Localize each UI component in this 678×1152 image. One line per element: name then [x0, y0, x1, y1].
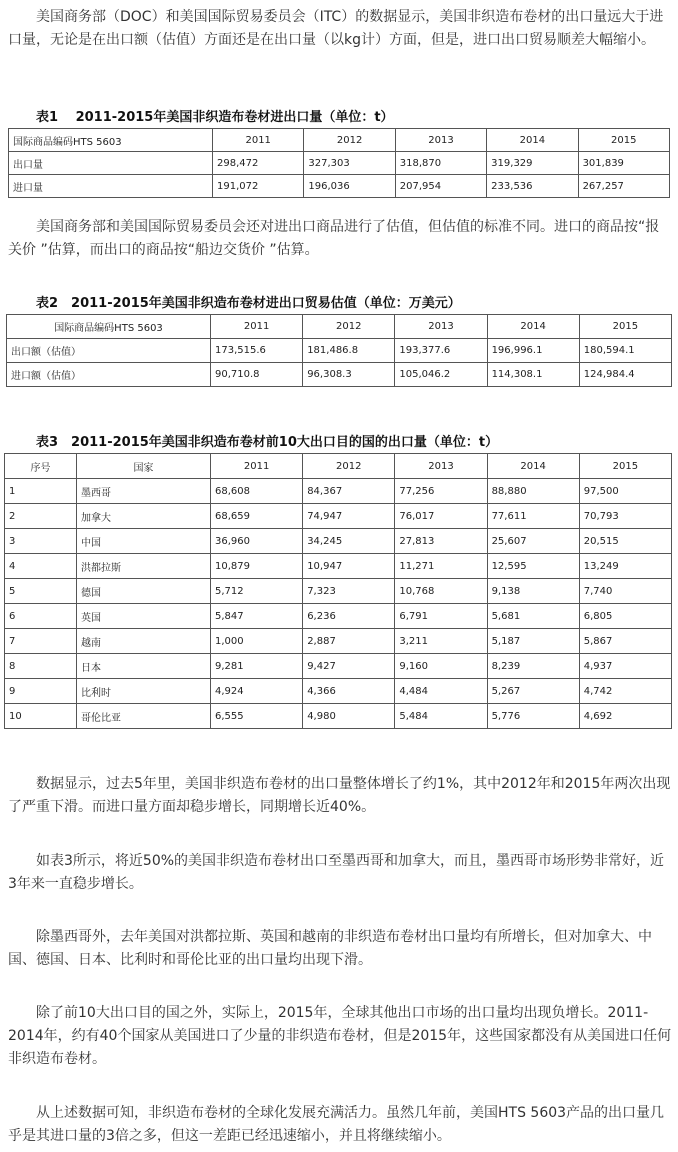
table-cell: 318,870 — [395, 152, 486, 175]
table-cell: 20,515 — [579, 529, 671, 554]
table-row — [5, 479, 672, 504]
paragraph-other-countries: 除墨西哥外，去年美国对洪都拉斯、英国和越南的非织造布卷材出口量均有所增长，但对加拿大、中国、德国、日本、比利时和哥伦比亚的出口量均出现下滑。 — [8, 929, 652, 968]
country-cell: 哥伦比亚 — [77, 704, 211, 729]
table-cell: 3,211 — [395, 629, 487, 654]
country-cell: 墨西哥 — [77, 479, 211, 504]
table-cell: 114,308.1 — [487, 363, 579, 387]
table-cell: 5,267 — [487, 679, 579, 704]
header-cell: 2014 — [487, 315, 579, 339]
table-cell: 10,947 — [303, 554, 395, 579]
header-cell: 2012 — [304, 129, 395, 152]
table-cell: 5,867 — [579, 629, 671, 654]
table-row — [5, 704, 672, 729]
table-header-row — [9, 129, 670, 152]
rank-cell: 8 — [5, 654, 77, 679]
country-cell: 加拿大 — [77, 504, 211, 529]
table-row — [7, 339, 672, 363]
table3 — [4, 453, 672, 729]
country-cell: 越南 — [77, 629, 211, 654]
paragraph-conclusion: 从上述数据可知，非织造布卷材的全球化发展充满活力。虽然几年前，美国HTS 5603产品的出口量几乎是其进口量的3倍之多，但这一差距已经迅速缩小，并且将继续缩小。 — [8, 1105, 665, 1144]
rank-cell: 2 — [5, 504, 77, 529]
header-cell: 2012 — [303, 315, 395, 339]
table-cell: 301,839 — [578, 152, 669, 175]
table-row — [5, 504, 672, 529]
paragraph-trend: 数据显示，过去5年里，美国非织造布卷材的出口量整体增长了约1%，其中2012年和2015年两次出现了严重下滑。而进口量方面却稳步增长，同期增长近40%。 — [8, 776, 671, 815]
table-cell: 77,256 — [395, 479, 487, 504]
table-cell: 10,768 — [395, 579, 487, 604]
header-cell: 2013 — [395, 129, 486, 152]
table-cell: 36,960 — [211, 529, 303, 554]
table-cell: 319,329 — [487, 152, 578, 175]
table1 — [8, 128, 670, 198]
rank-cell: 9 — [5, 679, 77, 704]
table-cell: 233,536 — [487, 175, 578, 198]
table-cell: 12,595 — [487, 554, 579, 579]
table-cell: 4,924 — [211, 679, 303, 704]
table-cell: 1,000 — [211, 629, 303, 654]
table2 — [6, 314, 672, 387]
header-cell: 2011 — [211, 454, 303, 479]
table-cell: 70,793 — [579, 504, 671, 529]
row-label: 出口量 — [9, 152, 213, 175]
header-cell: 2013 — [395, 315, 487, 339]
country-cell: 中国 — [77, 529, 211, 554]
paragraph-valuation: 美国商务部和美国国际贸易委员会还对进出口商品进行了估值，但估值的标准不同。进口的商品按“报关价 ”估算，而出口的商品按“船边交货价 ”估算。 — [8, 219, 660, 258]
table-cell: 34,245 — [303, 529, 395, 554]
table-cell: 181,486.8 — [303, 339, 395, 363]
table-cell: 25,607 — [487, 529, 579, 554]
table-cell: 74,947 — [303, 504, 395, 529]
table-cell: 97,500 — [579, 479, 671, 504]
table-cell: 180,594.1 — [579, 339, 671, 363]
table-row — [5, 579, 672, 604]
table-cell: 76,017 — [395, 504, 487, 529]
table-cell: 96,308.3 — [303, 363, 395, 387]
rank-cell: 7 — [5, 629, 77, 654]
country-cell: 英国 — [77, 604, 211, 629]
table-cell: 9,160 — [395, 654, 487, 679]
table-cell: 196,036 — [304, 175, 395, 198]
table-cell: 5,712 — [211, 579, 303, 604]
table-cell: 77,611 — [487, 504, 579, 529]
table-cell: 5,187 — [487, 629, 579, 654]
table-cell: 90,710.8 — [211, 363, 303, 387]
table-cell: 11,271 — [395, 554, 487, 579]
row-label: 进口量 — [9, 175, 213, 198]
header-cell: 2015 — [578, 129, 669, 152]
table1-caption: 表1 2011-2015年美国非织造布卷材进出口量（单位：t） — [36, 110, 394, 125]
table-row — [5, 654, 672, 679]
table-row — [5, 604, 672, 629]
table-row — [5, 529, 672, 554]
table-row — [7, 363, 672, 387]
rank-cell: 5 — [5, 579, 77, 604]
table-cell: 298,472 — [213, 152, 304, 175]
rank-cell: 3 — [5, 529, 77, 554]
table-cell: 68,608 — [211, 479, 303, 504]
country-cell: 洪都拉斯 — [77, 554, 211, 579]
header-cell: 国际商品编码HTS 5603 — [9, 129, 213, 152]
country-cell: 比利时 — [77, 679, 211, 704]
header-cell: 2015 — [579, 315, 671, 339]
country-cell: 日本 — [77, 654, 211, 679]
rank-cell: 1 — [5, 479, 77, 504]
header-cell: 序号 — [5, 454, 77, 479]
header-cell: 2013 — [395, 454, 487, 479]
table-cell: 105,046.2 — [395, 363, 487, 387]
table-cell: 4,742 — [579, 679, 671, 704]
table-cell: 6,791 — [395, 604, 487, 629]
table-cell: 9,281 — [211, 654, 303, 679]
paragraph-intro: 美国商务部（DOC）和美国国际贸易委员会（ITC）的数据显示，美国非织造布卷材的出口量远大于进口量，无论是在出口额（估值）方面还是在出口量（以kg计）方面，但是，进口出口贸易顺差大幅缩小。 — [8, 9, 664, 48]
table-header-row — [5, 454, 672, 479]
table-cell: 9,138 — [487, 579, 579, 604]
table-cell: 88,880 — [487, 479, 579, 504]
table-cell: 4,366 — [303, 679, 395, 704]
table-cell: 267,257 — [578, 175, 669, 198]
table-cell: 6,805 — [579, 604, 671, 629]
rank-cell: 4 — [5, 554, 77, 579]
table-cell: 7,740 — [579, 579, 671, 604]
table-cell: 10,879 — [211, 554, 303, 579]
header-cell: 2011 — [211, 315, 303, 339]
table-cell: 5,776 — [487, 704, 579, 729]
table3-caption: 表3 2011-2015年美国非织造布卷材前10大出口目的国的出口量（单位：t） — [36, 435, 499, 450]
table-cell: 68,659 — [211, 504, 303, 529]
table-cell: 196,996.1 — [487, 339, 579, 363]
header-cell: 2015 — [579, 454, 671, 479]
table-cell: 207,954 — [395, 175, 486, 198]
header-cell: 2014 — [487, 129, 578, 152]
table-row — [5, 554, 672, 579]
table-row — [5, 629, 672, 654]
header-cell: 国际商品编码HTS 5603 — [7, 315, 211, 339]
table-cell: 327,303 — [304, 152, 395, 175]
table-cell: 193,377.6 — [395, 339, 487, 363]
country-cell: 德国 — [77, 579, 211, 604]
header-cell: 2012 — [303, 454, 395, 479]
paragraph-global-markets: 除了前10大出口目的国之外，实际上，2015年，全球其他出口市场的出口量均出现负增长。2011-2014年，约有40个国家从美国进口了少量的非织造布卷材，但是2015年，这些国家都没有从美国进口任何非织造布卷材。 — [8, 1005, 672, 1067]
table-cell: 84,367 — [303, 479, 395, 504]
table-cell: 9,427 — [303, 654, 395, 679]
table-cell: 7,323 — [303, 579, 395, 604]
table-cell: 6,236 — [303, 604, 395, 629]
table-cell: 4,937 — [579, 654, 671, 679]
table-row — [9, 175, 670, 198]
header-cell: 2011 — [213, 129, 304, 152]
table-header-row — [7, 315, 672, 339]
header-cell: 国家 — [77, 454, 211, 479]
table-cell: 4,484 — [395, 679, 487, 704]
table-cell: 4,692 — [579, 704, 671, 729]
table2-caption: 表2 2011-2015年美国非织造布卷材进出口贸易估值（单位：万美元） — [36, 296, 461, 311]
table-cell: 2,887 — [303, 629, 395, 654]
row-label: 进口额（估值） — [7, 363, 211, 387]
table-cell: 5,484 — [395, 704, 487, 729]
paragraph-mexico-canada: 如表3所示，将近50%的美国非织造布卷材出口至墨西哥和加拿大，而且，墨西哥市场形势非常好，近3年来一直稳步增长。 — [8, 853, 665, 892]
table-cell: 6,555 — [211, 704, 303, 729]
rank-cell: 6 — [5, 604, 77, 629]
table-row — [5, 679, 672, 704]
header-cell: 2014 — [487, 454, 579, 479]
table-cell: 8,239 — [487, 654, 579, 679]
table-cell: 13,249 — [579, 554, 671, 579]
table-cell: 27,813 — [395, 529, 487, 554]
table-cell: 173,515.6 — [211, 339, 303, 363]
row-label: 出口额（估值） — [7, 339, 211, 363]
table-cell: 191,072 — [213, 175, 304, 198]
table-row — [9, 152, 670, 175]
table-cell: 4,980 — [303, 704, 395, 729]
rank-cell: 10 — [5, 704, 77, 729]
table-cell: 124,984.4 — [579, 363, 671, 387]
table-cell: 5,847 — [211, 604, 303, 629]
table-cell: 5,681 — [487, 604, 579, 629]
